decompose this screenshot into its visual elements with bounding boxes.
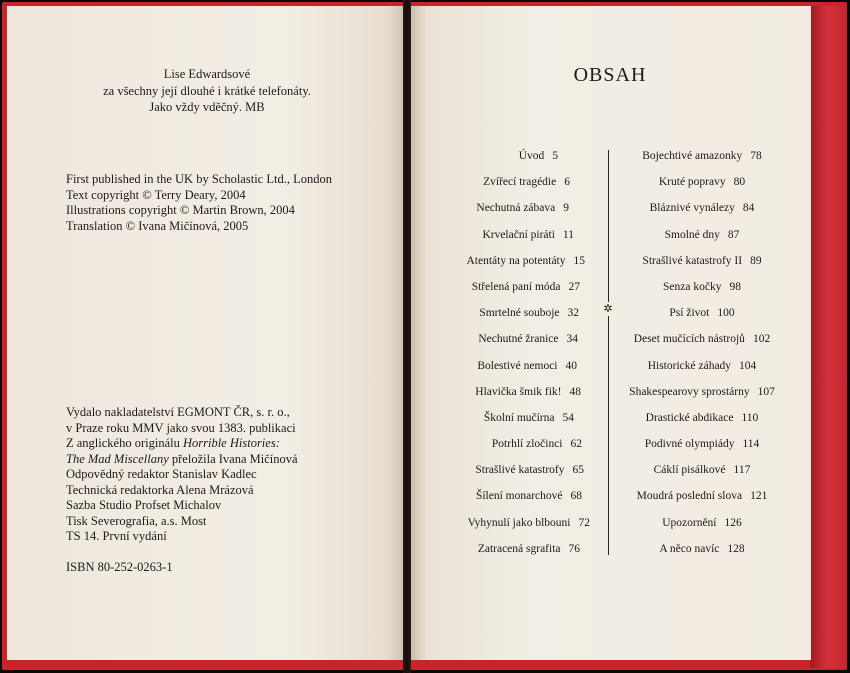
toc-entry-title: Bláznivé vynálezy [649,202,735,215]
copyright-line: First published in the UK by Scholastic Ltd., London [66,172,332,186]
toc-entry-page: 102 [752,333,771,346]
toc-entry-page: 107 [757,385,775,398]
toc-entry-title: Smrtelné souboje [479,307,560,320]
toc-entry [418,195,598,221]
toc-entry-title: Drastické abdikace [645,411,734,424]
toc-entry-page: 65 [572,464,584,477]
toc-entry-title: Nechutné žranice [478,333,559,346]
toc-entry [418,405,598,431]
copyright-block [66,172,386,234]
original-title-part: Horrible Histories: [182,436,280,450]
toc-entry-page: 78 [750,150,762,162]
book-cover-right-edge [810,6,846,668]
toc-entry [614,483,790,509]
publisher-line [66,452,386,468]
toc-entry-page: 80 [733,176,746,189]
publisher-line: v Praze roku MMV jako svou 1383. publikaci [66,420,296,435]
toc-entry-page: 27 [568,280,580,293]
toc-entry [418,274,598,300]
dedication-line: za všechny její dlouhé i krátké telefonáty. [103,83,311,98]
ornament-icon: ✲ [599,302,617,316]
toc-entry [418,353,598,379]
toc-entry-page: 84 [742,202,755,215]
toc-entry-title: Nechutná zábava [476,202,556,215]
toc-entry-title: Školní mučírna [483,411,555,424]
toc-entry-title: Hlavička šmik fik! [475,385,562,398]
toc-entry-title: Senza kočky [663,280,722,293]
toc-entry [418,536,598,562]
book-gutter [403,0,411,673]
toc-entry-title: Střelená paní móda [471,280,561,293]
toc-entry-title: Smolné dny [664,228,720,241]
toc-entry-page: 15 [573,254,585,267]
toc-entry-page: 104 [739,359,757,372]
toc-entry [418,326,598,352]
toc-entry-page: 114 [742,438,760,451]
toc-entry-page: 34 [566,333,578,346]
toc-entry-page: 128 [727,542,745,555]
toc-entry-title: Šílení monarchové [475,490,563,503]
dedication [47,66,367,116]
toc-entry [614,510,790,536]
toc-column-right [614,143,790,562]
publisher-line: Sazba Studio Profset Michalov [66,498,222,512]
toc-entry-page: 32 [567,307,579,320]
toc-entry-page: 126 [724,516,742,529]
toc-entry [418,248,598,274]
toc-entry-title: Historické záhady [647,359,732,372]
toc-entry [614,431,790,457]
toc-entry [418,143,598,169]
toc-entry [418,483,598,509]
toc-entry [418,300,598,326]
toc-entry-title: Bolestivé nemoci [477,359,558,372]
toc-divider [608,150,609,555]
toc-entry-title: Bojechtivé amazonky [642,150,743,162]
toc-entry [614,300,790,326]
toc-entry-page: 117 [733,464,751,477]
toc-entry-page: 54 [562,411,574,424]
toc-entry-page: 87 [727,228,740,241]
publisher-text: přeložila Ivana Mičínová [168,451,298,466]
toc-entry [418,379,598,405]
toc-entry-title: Potrhlí zločinci [491,438,563,451]
publisher-line: Vydalo nakladatelství EGMONT ČR, s. r. o., [66,405,290,419]
toc-entry-page: 121 [750,490,768,503]
toc-entry-title: Zatracená sgrafita [477,542,561,555]
toc-entry-page: 110 [741,411,759,424]
dedication-line: Jako vždy vděčný. MB [149,100,265,114]
toc-entry [614,379,790,405]
toc-entry [614,222,790,248]
toc-entry [418,431,598,457]
publisher-text: Z anglického originálu [66,436,183,450]
toc-entry [614,536,790,562]
toc-entry-title: Strašlivé katastrofy II [642,254,743,267]
toc-entry [418,222,598,248]
toc-entry-page: 9 [563,202,569,215]
toc-entry [614,353,790,379]
toc-entry [614,274,790,300]
toc-entry-title: Vyhynulí jako blbouni [467,516,571,529]
toc-entry-title: Psí život [669,307,710,320]
toc-entry [614,195,790,221]
publisher-line: Odpovědný redaktor Stanislav Kadlec [66,467,257,481]
toc-entry-title: Podivné olympiády [644,438,735,451]
toc-entry-page: 89 [750,254,762,267]
dedication-line: Lise Edwardsové [163,67,251,81]
publisher-info [66,405,386,545]
toc-entry-title: Kruté popravy [658,176,726,189]
toc-entry-title: Krvelační piráti [482,228,555,241]
toc-entry-page: 100 [717,307,735,320]
toc-entry [614,405,790,431]
publisher-line: TS 14. První vydání [66,529,167,543]
toc-entry [614,457,790,483]
isbn: ISBN 80-252-0263-1 [66,560,173,574]
toc-entry-title: Moudrá poslední slova [636,490,743,503]
toc-column-left [418,143,598,562]
toc-entry-page: 72 [578,516,590,529]
original-title-part: The Mad Miscellany [66,451,169,466]
toc-entry-page: 68 [570,490,582,503]
toc-entry [418,510,598,536]
toc-entry [418,457,598,483]
publisher-line [66,436,386,452]
toc-entry-title: Deset mučících nástrojů [633,333,745,346]
toc-entry-title: A něco navíc [659,542,720,555]
toc-entry-page: 62 [570,438,582,451]
toc-entry-page: 5 [552,150,558,162]
copyright-line: Illustrations copyright © Martin Brown, 2004 [66,203,295,217]
toc-entry [614,169,790,195]
toc-entry [614,143,790,169]
toc-entry-title: Upozornění [662,516,717,529]
toc-entry-title: Shakespearovy sprostárny [629,385,750,398]
toc-entry [418,169,598,195]
toc-entry-title: Zvířecí tragédie [483,176,557,189]
publisher-line: Technická redaktorka Alena Mrázová [66,482,254,497]
toc-entry [614,326,790,352]
toc-entry-page: 40 [565,359,577,372]
toc-entry-title: Cáklí pisálkové [653,464,726,477]
toc-entry-page: 48 [569,385,581,398]
publisher-line: Tisk Severografia, a.s. Most [66,513,207,528]
toc-title: OBSAH [573,64,647,86]
toc-entry [614,248,790,274]
toc-entry-page: 11 [562,228,574,241]
copyright-line: Translation © Ivana Mičínová, 2005 [66,218,249,233]
toc-entry-title: Úvod [518,150,545,162]
toc-entry-page: 76 [568,542,580,555]
toc-entry-page: 98 [729,280,741,293]
toc-entry-title: Strašlivé katastrofy [475,464,565,477]
copyright-line: Text copyright © Terry Deary, 2004 [66,187,246,202]
toc-entry-title: Atentáty na potentáty [466,254,566,267]
toc-entry-page: 6 [564,176,570,189]
